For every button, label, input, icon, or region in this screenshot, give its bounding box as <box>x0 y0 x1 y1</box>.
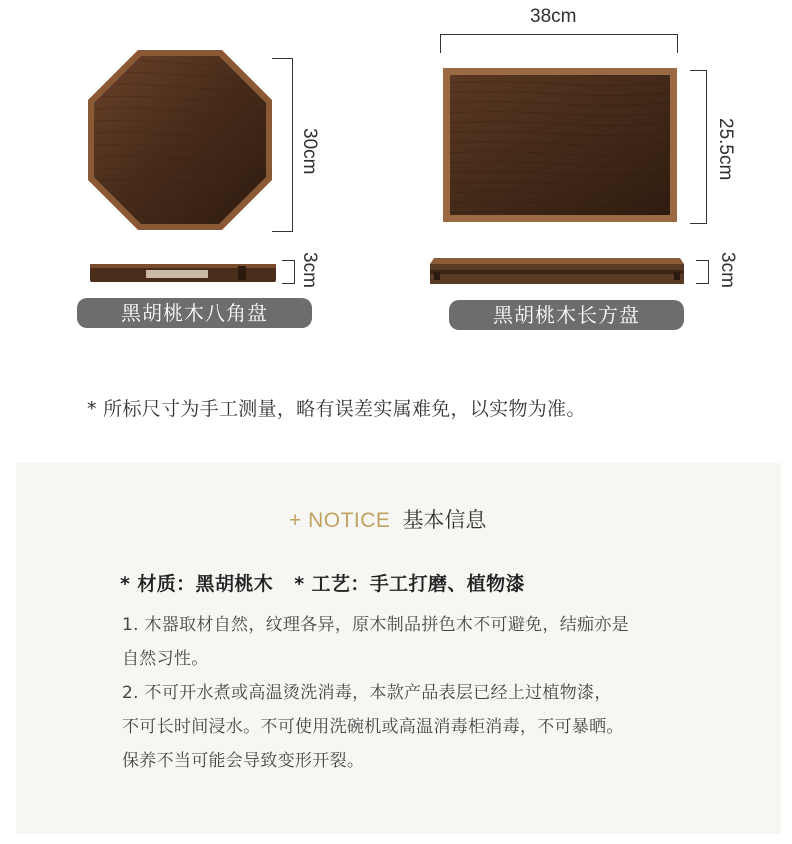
measurement-note: * 所标尺寸为手工测量，略有误差实属难免，以实物为准。 <box>87 398 586 420</box>
octagon-depth-label: 3cm <box>299 252 320 288</box>
octagon-height-bracket <box>272 58 293 232</box>
care-line: 2. 不可开水煮或高温烫洗消毒，本款产品表层已经上过植物漆， <box>122 683 612 703</box>
care-line: 1. 木器取材自然，纹理各异，原木制品拼色木不可避免，结痂亦是 <box>122 615 629 635</box>
rect-height-bracket <box>690 70 707 224</box>
notice-en-label: + NOTICE <box>289 509 391 532</box>
care-instructions <box>122 608 742 778</box>
rect-tray-side-image <box>430 256 684 286</box>
octagon-height-label: 30cm <box>299 128 320 175</box>
rect-tray-name-pill: 黑胡桃木长方盘 <box>449 300 684 330</box>
octagon-tray-side-image <box>88 260 278 286</box>
care-line: 不可长时间浸水。不可使用洗碗机或高温消毒柜消毒，不可暴晒。 <box>122 717 624 737</box>
octagon-tray-top-image <box>80 44 280 236</box>
rect-width-bracket <box>440 34 678 53</box>
material-line: * 材质：黑胡桃木 * 工艺：手工打磨、植物漆 <box>120 573 525 595</box>
notice-heading <box>289 504 486 534</box>
rect-depth-bracket <box>696 260 709 284</box>
rect-height-label: 25.5cm <box>715 118 736 181</box>
octagon-depth-bracket <box>282 260 295 284</box>
rect-depth-label: 3cm <box>717 252 738 288</box>
rect-tray-top-image <box>443 68 677 222</box>
notice-cn-label: 基本信息 <box>402 508 487 532</box>
care-line: 保养不当可能会导致变形开裂。 <box>122 751 365 771</box>
care-line: 自然习性。 <box>122 649 209 669</box>
rect-width-label: 38cm <box>530 6 577 27</box>
octagon-tray-name-pill: 黑胡桃木八角盘 <box>77 298 312 328</box>
